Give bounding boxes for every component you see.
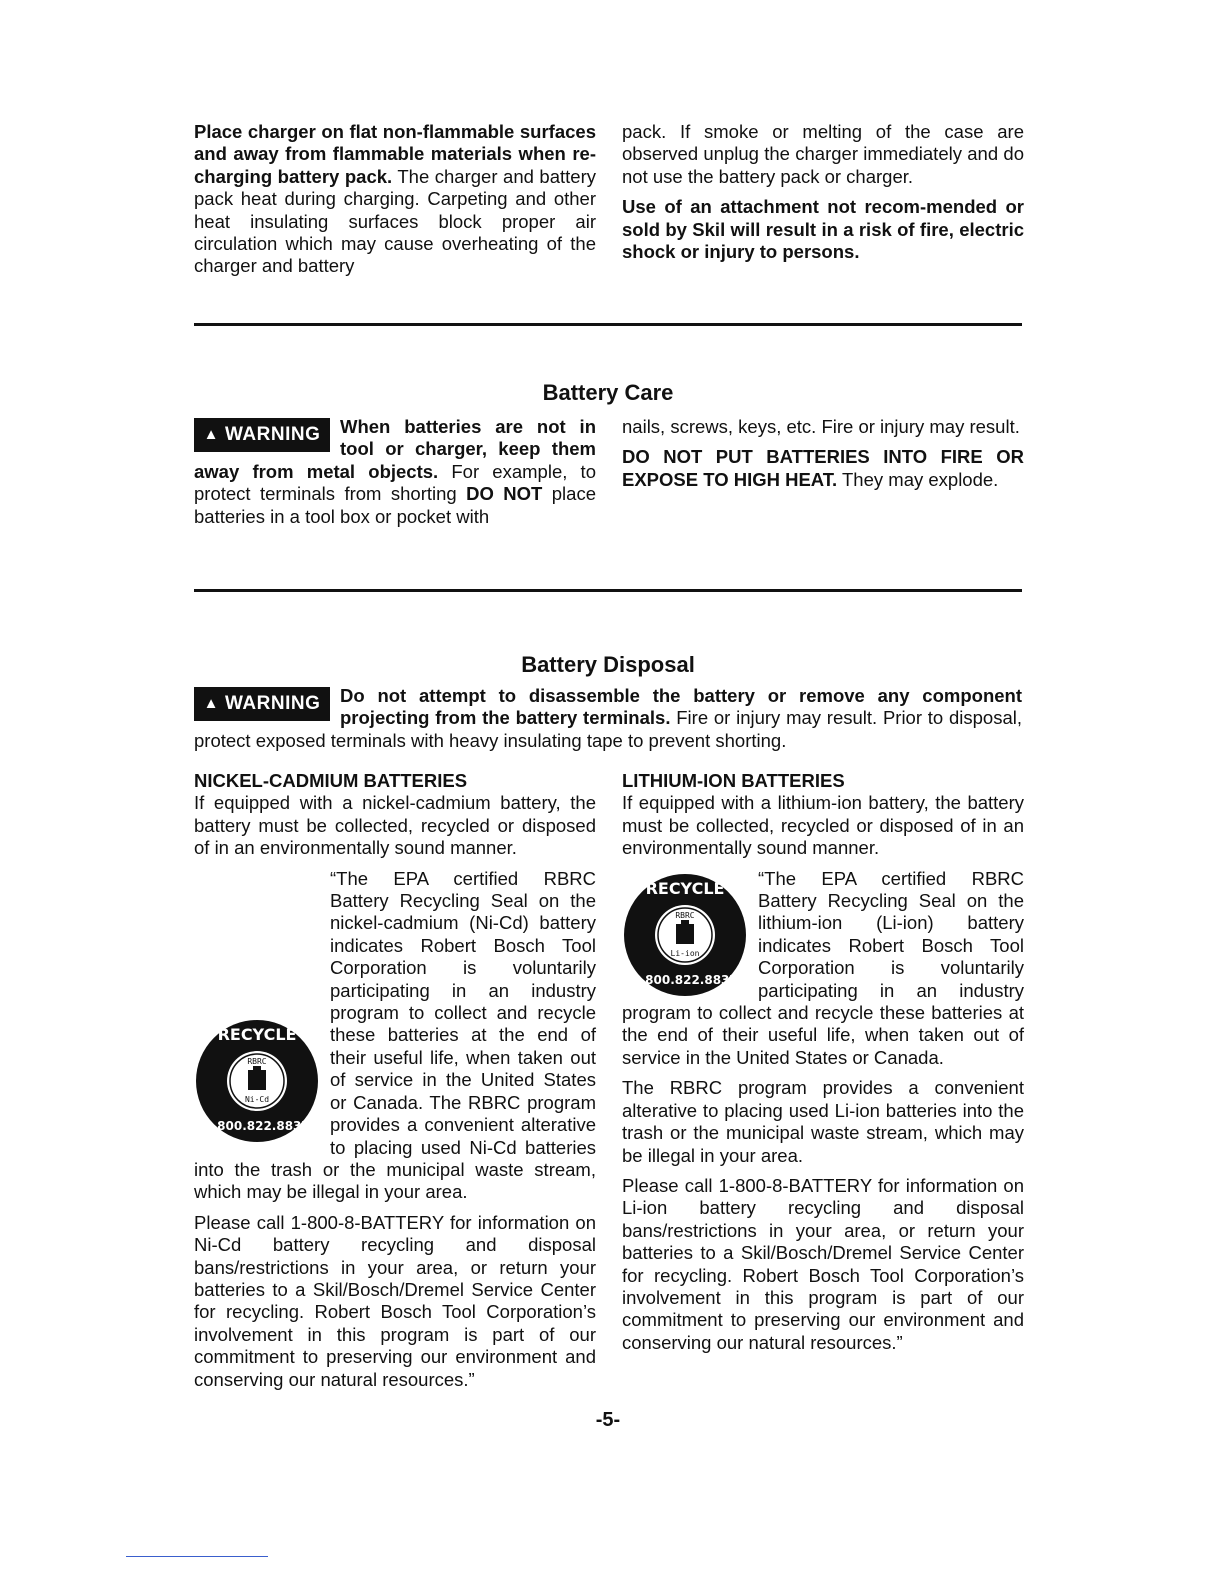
- seal-type: Li-ion: [670, 948, 700, 958]
- warning-badge: ▲ WARNING: [194, 418, 330, 452]
- section-divider: [194, 589, 1022, 592]
- liion-paragraph-1: If equipped with a lithium-ion battery, the battery must be collected, recycled or disposed of in an environmentally sound manner.: [622, 792, 1024, 859]
- liion-heading: LITHIUM-ION BATTERIES: [622, 770, 845, 791]
- charger-placement-bold: Place charger on flat non-flammable surfaces and away from flammable materials when re-charging battery pack.: [194, 121, 596, 187]
- smoke-warning-text: pack. If smoke or melting of the case are observed unplug the charger immediately and do not use the battery pack or charger.: [622, 121, 1024, 187]
- liion-paragraph-4: Please call 1-800-8-BATTERY for information on Li-ion battery recycling and disposal bans/restrictions in your area, or return your batteries to a Skil/Bosch/Dremel Service Center for recycling. Robert Bosch Tool Corporation’s involvement in this program is part of our commitment to preserving our environment and conserving our natural resources.”: [622, 1174, 1024, 1353]
- battery-care-right: nails, screws, keys, etc. Fire or injury may result. DO NOT PUT BATTERIES INTO FIRE OR EXPOSE TO HIGH HEAT. They may explode.: [622, 416, 1024, 490]
- seal-recycle-word: RECYCLE: [217, 1024, 297, 1044]
- seal-code: RBRC: [675, 910, 695, 920]
- footer-line: [126, 1556, 268, 1557]
- battery-care-left: ▲ WARNING When batteries are not in tool or charger, keep them away from metal objects. For example, to protect terminals from shorting DO NOT place batteries in a tool box or pocket with: [194, 416, 596, 527]
- battery-disposal-title: Battery Disposal: [521, 652, 695, 677]
- seal-recycle-word: RECYCLE: [645, 878, 725, 898]
- liion-paragraph-3: The RBRC program provides a convenient alterative to placing used Li-ion batteries into the trash or the municipal waste stream, which may be illegal in your area.: [622, 1077, 1024, 1166]
- warning-badge: ▲ WARNING: [194, 687, 330, 721]
- rbrc-nicd-seal: [194, 1018, 320, 1144]
- battery-care-title: Battery Care: [542, 380, 674, 405]
- nicd-heading: NICKEL-CADMIUM BATTERIES: [194, 770, 468, 791]
- charger-placement-right: [622, 121, 1024, 271]
- page-number: -5-: [595, 1409, 621, 1431]
- attachment-warning: Use of an attachment not recom-mended or sold by Skil will result in a risk of fire, electric shock or injury to persons.: [622, 196, 1024, 263]
- section-divider: [194, 323, 1022, 326]
- nicd-paragraph-1: If equipped with a nickel-cadmium battery, the battery must be collected, recycled or disposed of in an environmentally sound manner.: [194, 792, 596, 859]
- nicd-paragraph-3: Please call 1-800-8-BATTERY for information on Ni-Cd battery recycling and disposal bans/restrictions in your area, or return your batteries to a Skil/Bosch/Dremel Service Center for recycling. Robert Bosch Tool Corporation’s involvement in this program is part of our commitment to preserving our environment and conserving our natural resources.”: [194, 1211, 596, 1390]
- battery-disposal-warning: ▲ WARNING Do not attempt to disassemble the battery or remove any component projecting from the battery terminals. Fire or injury may result. Prior to disposal, protect exposed terminals with heavy insulating tape to prevent shorting.: [194, 685, 1022, 751]
- fire-heat-warning: DO NOT PUT BATTERIES INTO FIRE OR EXPOSE TO HIGH HEAT.: [622, 446, 1024, 490]
- nicd-section: [194, 770, 596, 1391]
- disassemble-warning-bold: Do not attempt to disassemble the battery or remove any component projecting from the battery terminals.: [340, 685, 1022, 729]
- rbrc-liion-seal: [622, 872, 748, 998]
- charger-placement-left: [194, 121, 596, 278]
- seal-code: RBRC: [247, 1056, 267, 1066]
- charger-placement-text: The charger and battery pack heat during charging. Carpeting and other heat insulating surfaces block proper air circulation which may cause overheating of the charger and battery: [194, 165, 596, 277]
- warning-triangle-icon: ▲: [203, 425, 220, 443]
- seal-type: Ni-Cd: [244, 1094, 270, 1104]
- seal-phone: 1.800.822.8837: [204, 1118, 310, 1133]
- seal-phone: 1.800.822.8837: [632, 972, 738, 987]
- liion-section: [622, 770, 1024, 1354]
- nicd-paragraph-2: “The EPA certified RBRC Battery Recycling Seal on the nickel-cadmium (Ni-Cd) battery indicates Robert Bosch Tool Corporation is voluntarily participating in an industry program to collect and recycle these batteries at the end of their useful life, when taken out of service in the United States or Canada. The RBRC program provides a convenient alterative to placing used Ni-Cd batteries into the trash or the municipal waste stream, which may be illegal in your area.: [194, 867, 596, 1203]
- liion-paragraph-2: “The EPA certified RBRC Battery Recycling Seal on the lithium-ion (Li-ion) battery indicates Robert Bosch Tool Corporation is voluntarily participating in an industry program to collect and recycle these batteries at the end of their useful life, when taken out of service in the United States or Canada.: [622, 867, 1024, 1068]
- fire-injury-text: nails, screws, keys, etc. Fire or injury may result.: [622, 416, 1020, 437]
- metal-objects-bold: When batteries are not in tool or charger, keep them away from metal objects.: [194, 416, 596, 482]
- warning-triangle-icon: ▲: [203, 694, 220, 712]
